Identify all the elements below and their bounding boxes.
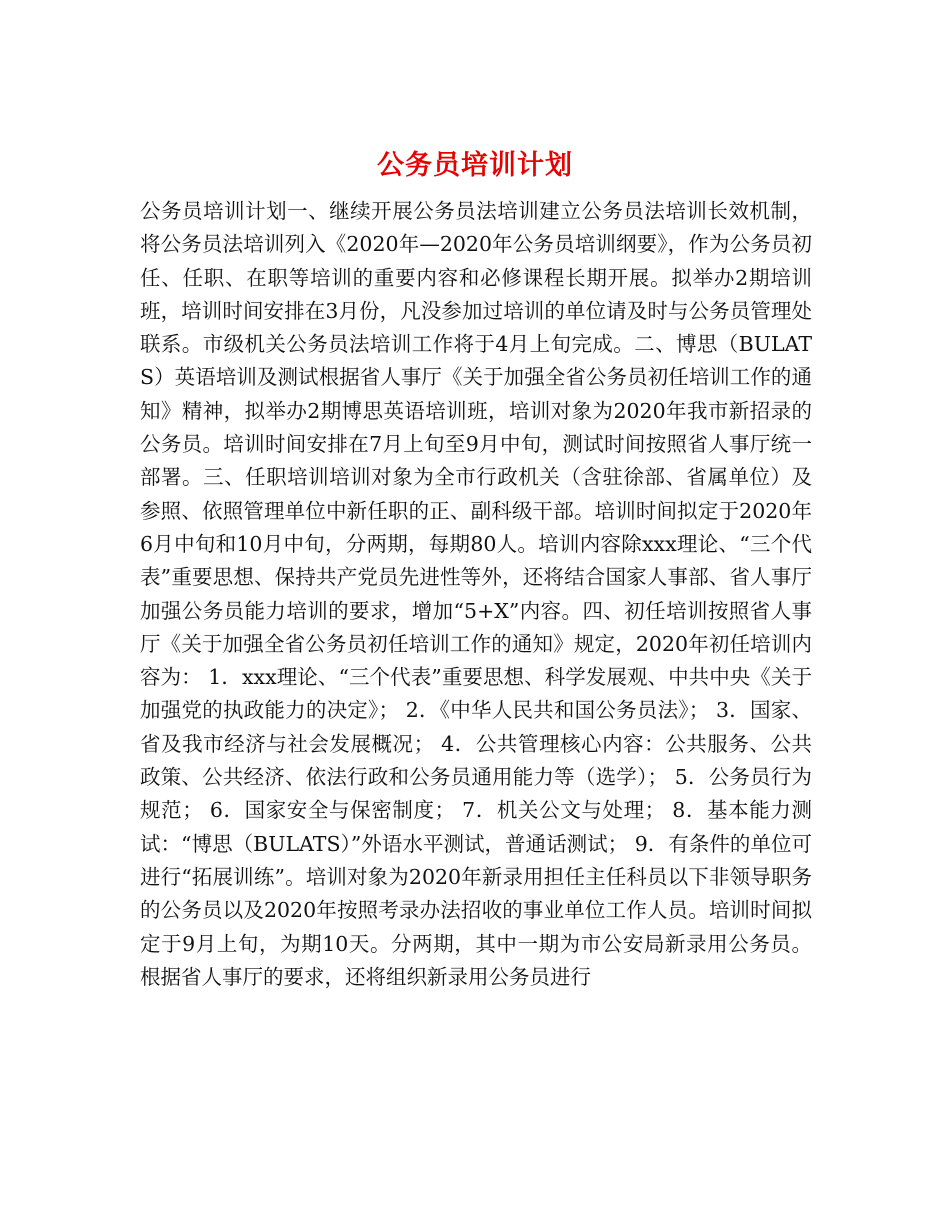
document-title: 公务员培训计划 <box>377 150 573 182</box>
document-body-paragraph: 公务员培训计划一、继续开展公务员法培训建立公务员法培训长效机制，将公务员法培训列入《2020年—2020年公务员培训纲要》，作为公务员初任、任职、在职等培训的重要内容和必修课程长期开展。拟举办2期培训班，培训时间安排在3月份，凡没参加过培训的单位请及时与公务员管理处联系。市级机关公务员法培训工作将于4月上旬完成。二、博思（BULATS）英语培训及测试根据省人事厅《关于加强全省公务员初任培训工作的通知》精神，拟举办2期博思英语培训班，培训对象为2020年我市新招录的公务员。培训时间安排在7月上旬至9月中旬，测试时间按照省人事厅统一部署。三、任职培训培训对象为全市行政机关（含驻徐部、省属单位）及参照、依照管理单位中新任职的正、副科级干部。培训时间拟定于2020年6月中旬和10月中旬，分两期，每期80人。培训内容除xxx理论、“三个代表”重要思想、保持共产党员先进性等外，还将结合国家人事部、省人事厅加强公务员能力培训的要求，增加“5+X”内容。四、初任培训按照省人事厅《关于加强全省公务员初任培训工作的通知》规定，2020年初任培训内容为： 1．xxx理论、“三个代表”重要思想、科学发展观、中共中央《关于加强党的执政能力的决定》； 2．《中华人民共和国公务员法》； 3．国家、省及我市经济与社会发展概况； 4．公共管理核心内容：公共服务、公共政策、公共经济、依法行政和公务员通用能力等（选学）； 5．公务员行为规范； 6．国家安全与保密制度； 7．机关公文与处理； 8．基本能力测试：“博思（BULATS）”外语水平测试，普通话测试； 9．有条件的单位可进行“拓展训练”。培训对象为2020年新录用担任主任科员以下非领导职务的公务员以及2020年按照考录办法招收的事业单位工作人员。培训时间拟定于9月上旬，为期10天。分两期，其中一期为市公安局新录用公务员。根据省人事厅的要求，还将组织新录用公务员进行 <box>140 199 812 989</box>
